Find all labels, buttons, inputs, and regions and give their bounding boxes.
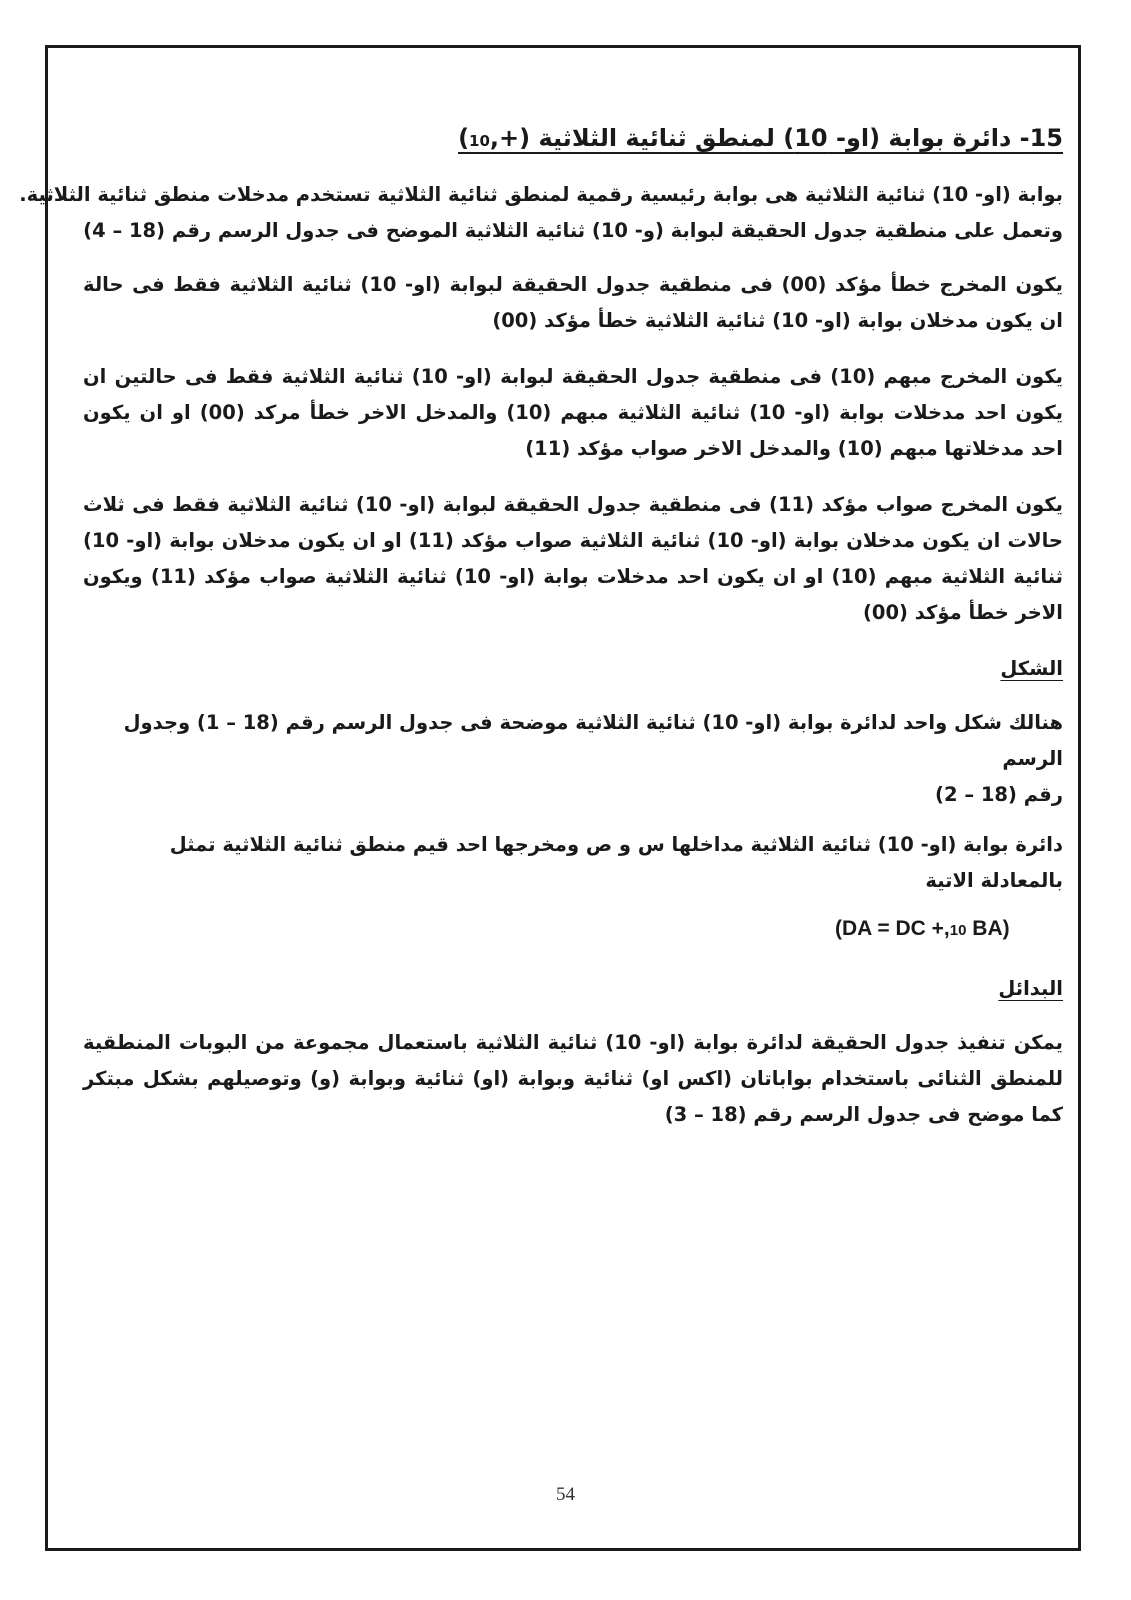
intro-line-2: وتعمل على منطقية جدول الحقيقة لبوابة (و- 10) ثنائية الثلاثية الموضح فى جدول الرسم رقم (18 – 4) (83, 219, 1063, 242)
shape-line-1: هنالك شكل واحد لدائرة بوابة (او- 10) ثنائية الثلاثية موضحة فى جدول الرسم رقم (18 – 1) وجدول الرسم (123, 711, 1063, 770)
section-heading (83, 118, 1063, 161)
output-ambiguous-paragraph: يكون المخرج مبهم (10) فى منطقية جدول الحقيقة لبوابة (او- 10) ثنائية الثلاثية فقط فى حالتين ان يكون احد مدخلات بوابة (او- 10) ثنائية الثلاثية مبهم (10) والمدخل الاخر خطأ مركد (00) او ان يكون احد مدخلاتها مبهم (10) والمدخل الاخر صواب مؤكد (11) (83, 365, 1063, 460)
shape-line-2: رقم (18 – 2) (935, 783, 1063, 806)
document-body (19, 118, 1064, 1153)
shape-paragraph (83, 705, 1063, 813)
page-number: 54 (556, 1484, 575, 1505)
shape-section-label: الشكل (1000, 657, 1063, 680)
alternatives-section-label: البدائل (998, 977, 1063, 1000)
equation-left: (DA = DC +, (835, 917, 950, 940)
section-heading-subscript: 10 (469, 132, 490, 150)
intro-paragraph (19, 177, 1063, 249)
intro-line-1: بوابة (او- 10) ثنائية الثلاثية هى بوابة رئيسية رقمية لمنطق ثنائية الثلاثية تستخدم مدخلات منطق ثنائية الثلاثية. (19, 183, 1063, 206)
equation-right: BA) (966, 917, 1010, 940)
alternatives-paragraph: يمكن تنفيذ جدول الحقيقة لدائرة بوابة (او- 10) ثنائية الثلاثية باستعمال مجموعة من البوبات المنطقية للمنطق الثنائى باستخدام بواباتان (اكس او) ثنائية وبوابة (او) ثنائية وبوابة (و) وتوصيلهم بشكل مبتكر كما موضح فى جدول الرسم رقم (18 – 3) (83, 1031, 1064, 1126)
equation-intro-paragraph: دائرة بوابة (او- 10) ثنائية الثلاثية مداخلها س و ص ومخرجها احد قيم منطق ثنائية الثلاثية تمثل بالمعادلة الاتية (169, 833, 1063, 892)
equation-subscript: 10 (949, 922, 967, 939)
output-false-paragraph: يكون المخرج خطأ مؤكد (00) فى منطقية جدول الحقيقة لبوابة (او- 10) ثنائية الثلاثية فقط فى حالة ان يكون مدخلان بوابة (او- 10) ثنائية الثلاثية خطأ مؤكد (00) (83, 273, 1063, 332)
section-heading-close: ) (458, 124, 470, 152)
gate-equation (83, 911, 1063, 949)
section-heading-main: 15- دائرة بوابة (او- 10) لمنطق ثنائية الثلاثية (+, (489, 124, 1063, 152)
output-true-paragraph: يكون المخرج صواب مؤكد (11) فى منطقية جدول الحقيقة لبوابة (او- 10) ثنائية الثلاثية فقط فى ثلاث حالات ان يكون مدخلان بوابة (او- 10) ثنائية الثلاثية صواب مؤكد (11) او ان يكون مدخلان بوابة (او- 10) ثنائية الثلاثية مبهم (10) او ان يكون احد مدخلات بوابة (او- 10) ثنائية الثلاثية صواب مؤكد (11) ويكون الاخر خطأ مؤكد (00) (83, 493, 1064, 624)
